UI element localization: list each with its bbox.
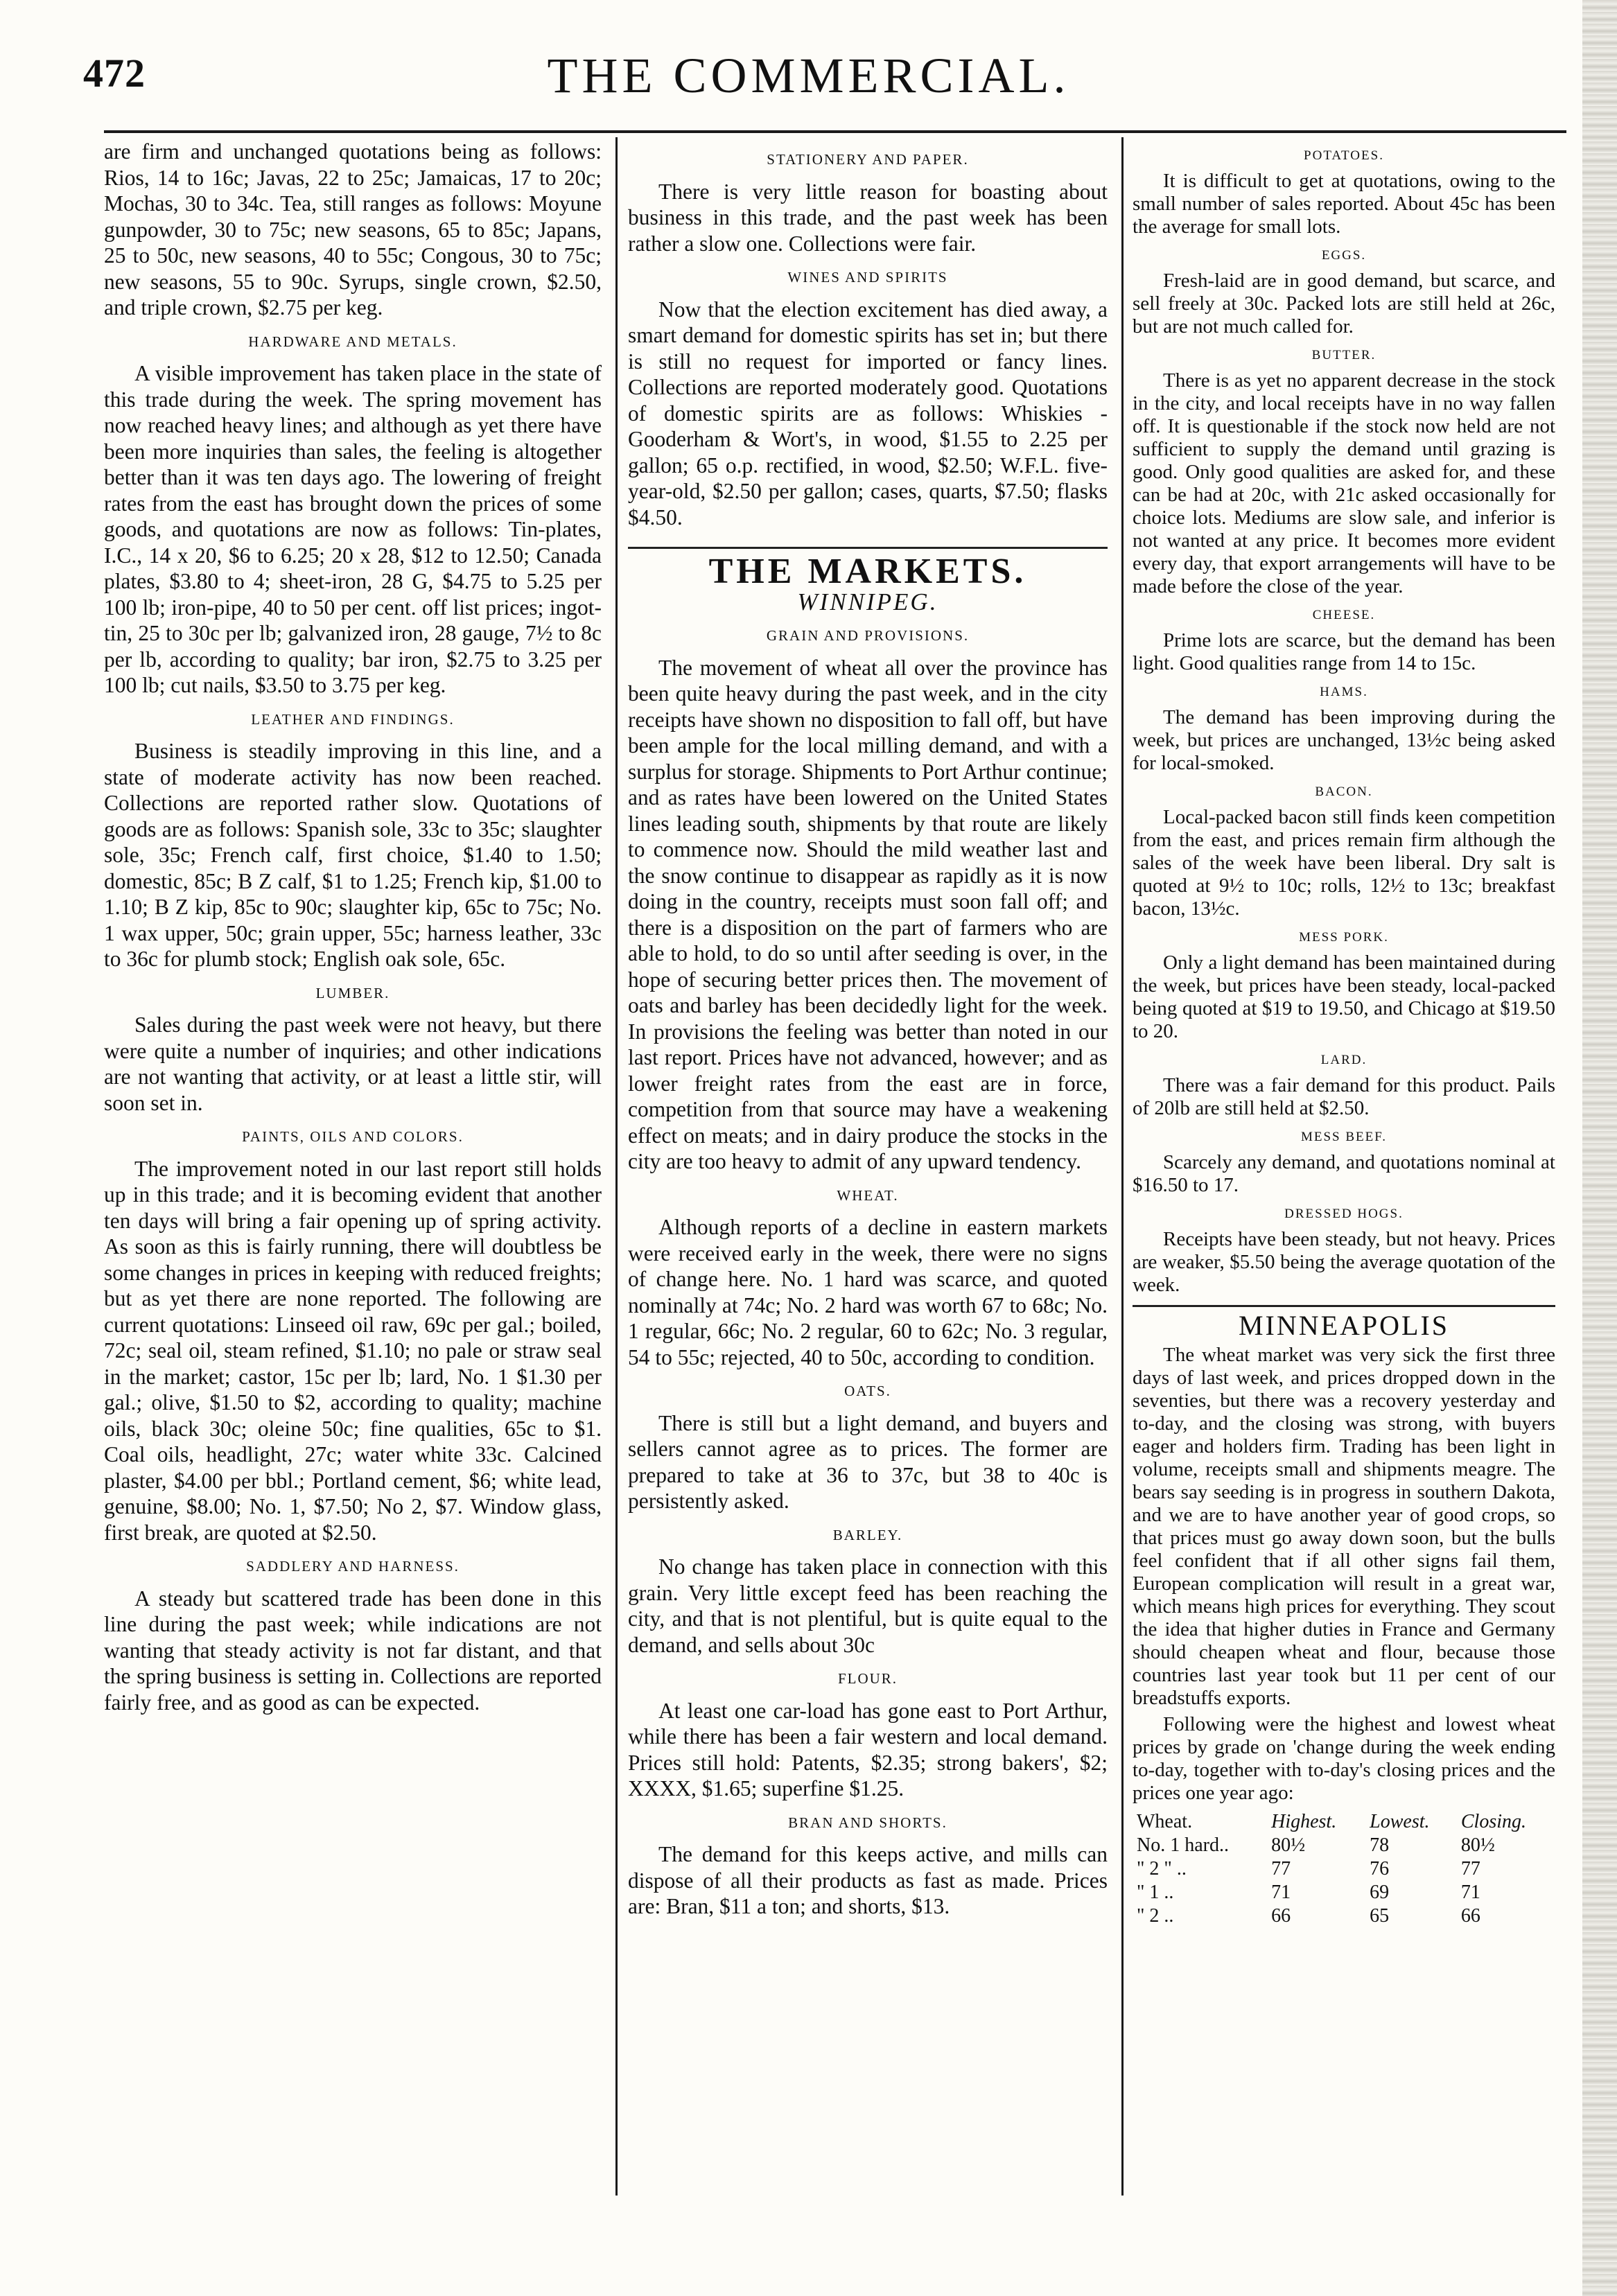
table-row (1133, 1904, 1555, 1928)
minneapolis-paragraph: The wheat market was very sick the first three days of last week, and prices dropped down in the seventies, but there was a recovery yesterday and to-day, and the closing was strong, with buyers eager and holders firm. Trading has been light in volume, receipts small and shipments meagre. The bears say seeding is in progress in southern Dakota, and we are to have another year of good crops, so that prices must go away down soon, but the bulls feel confident that if all other signs fail them, European complication will result in a great war, which means high prices for everything. They scout the idea that higher duties in France and Germany should cheapen wheat and flour, because those countries last year took but 11 per cent of our breadstuffs exports. (1133, 1344, 1555, 1709)
potatoes-heading: POTATOES. (1304, 148, 1384, 163)
table-cell: " 1 .. (1137, 1882, 1174, 1903)
bacon-heading: BACON. (1315, 785, 1373, 799)
column-1 (104, 139, 602, 1719)
following-paragraph: Following were the highest and lowest wheat prices by grade on 'change during the week ending to-day, together with to-day's closing prices and the prices one year ago: (1133, 1713, 1555, 1804)
table-cell: 71 (1460, 1882, 1480, 1903)
column-2 (628, 139, 1108, 1923)
column-divider-1 (615, 137, 618, 2196)
table-cell: 76 (1370, 1858, 1390, 1879)
table-cell: 80½ (1271, 1834, 1306, 1856)
cheese-heading: CHEESE. (1312, 608, 1376, 622)
header-rule (104, 130, 1566, 133)
lard-paragraph: There was a fair demand for this product. Pails of 20lb are still held at $2.50. (1133, 1074, 1555, 1119)
bran-heading: BRAN AND SHORTS. (788, 1814, 947, 1831)
wheat-prices-table (1133, 1810, 1555, 1928)
markets-title: THE MARKETS. (628, 547, 1108, 585)
butter-heading: BUTTER. (1311, 348, 1376, 362)
leather-heading: LEATHER AND FINDINGS. (251, 710, 455, 728)
barley-paragraph: No change has taken place in connection with this grain. Very little except feed has been reaching the city, and that is not plentiful, but is quite equal to the demand, and sells about 30c (628, 1554, 1108, 1657)
saddlery-heading: SADDLERY AND HARNESS. (246, 1558, 460, 1575)
table-cell: 77 (1460, 1858, 1480, 1879)
flour-paragraph: At least one car-load has gone east to Port Arthur, while there has been a fair western and local demand. Prices still hold: Patents, $2.35; strong bakers', $2; XXXX, $1.65; superfine $1.25. (628, 1698, 1108, 1800)
minneapolis-heading: MINNEAPOLIS (1133, 1305, 1555, 1337)
hams-paragraph: The demand has been improving during the week, but prices are unchanged, 13½c being asked for local-smoked. (1133, 706, 1555, 774)
publication-title: THE COMMERCIAL. (547, 48, 1070, 103)
saddlery-paragraph: A steady but scattered trade has been done in this line during the past week; while indications are not wanting that steady activity is not far distant, and that the spring business is setting in. Collections are reported fairly free, and as good as can be expected. (104, 1586, 602, 1715)
wines-paragraph: Now that the election excitement has died away, a smart demand for domestic spirits has set in; but there is still no request for imported or fancy lines. Collections are reported moderately good. Quotations of domestic spirits are as follows: Whiskies -Gooderham & Wort's, in wood, $1.55 to 2.25 per gallon; 65 o.p. rectified, in wood, $2.50; W.F.L. five-year-old, $2.50 per gallon; cases, quarts, $7.50; flasks $4.50. (628, 297, 1108, 529)
table-cell: 65 (1370, 1905, 1390, 1927)
table-row (1133, 1834, 1555, 1857)
highest-column-header: Highest. (1271, 1811, 1337, 1832)
page-number: 472 (83, 51, 146, 96)
table-cell: No. 1 hard.. (1137, 1834, 1229, 1856)
eggs-heading: EGGS. (1321, 248, 1367, 263)
oats-paragraph: There is still but a light demand, and buyers and sellers cannot agree as to prices. The former are prepared to take at 36 to 37c, but 38 to 40c is persistently asked. (628, 1410, 1108, 1513)
table-cell: 80½ (1460, 1834, 1495, 1856)
potatoes-paragraph: It is difficult to get at quotations, owing to the small number of sales reported. About 45c has been the average for small lots. (1133, 170, 1555, 238)
table-cell: 66 (1460, 1905, 1480, 1927)
grain-heading: GRAIN AND PROVISIONS. (766, 627, 970, 644)
winnipeg-heading: WINNIPEG. (797, 588, 938, 615)
wheat-table-header-row (1133, 1810, 1555, 1834)
wheat-paragraph: Although reports of a decline in eastern markets were received early in the week, there were no signs of change here. No. 1 hard was scarce, and quoted nominally at 74c; No. 2 hard was worth 67 to 68c; No. 1 regular, 66c; No. 2 regular, 60 to 62c; No. 3 regular, 54 to 55c; rejected, 40 to 50c, according to condition. (628, 1215, 1108, 1369)
wheat-heading: WHEAT. (837, 1186, 899, 1204)
page-binding-edge (1582, 0, 1617, 2296)
mess-beef-paragraph: Scarcely any demand, and quotations nominal at $16.50 to 17. (1133, 1151, 1555, 1196)
lumber-paragraph: Sales during the past week were not heavy, but there were quite a number of inquiries; and other indications are not wanting that activity, or at least a little stir, will soon set in. (104, 1013, 602, 1115)
mess-beef-heading: MESS BEEF. (1300, 1130, 1388, 1144)
butter-paragraph: There is as yet no apparent decrease in the stock in the city, and local receipts have in no way fallen off. It is questionable if the stock now held are not sufficient to supply the demand until grazing is good. Only good qualities are asked for, and these can be had at 20c, with 21c asked occasionally for choice lots. Mediums are slow sale, and inferior is not wanted at any price. It becomes more evident every day, that export arrangements will have to be made before the close of the year. (1133, 369, 1555, 597)
column-divider-2 (1121, 137, 1124, 2196)
leather-paragraph: Business is steadily improving in this line, and a state of moderate activity has now been reached. Collections are reported rather slow. Quotations of goods are as follows: Spanish sole, 33c to 35c; slaughter sole, 35c; French calf, first choice, $1.40 to 1.50; domestic, 85c; B Z calf, $1 to 1.25; French kip, $1.00 to 1.10; B Z kip, 85c to 90c; slaughter kip, 65c to 75c; No. 1 wax upper, 50c; grain upper, 55c; harness leather, 33c to 36c for plumb stock; English oak sole, 65c. (104, 739, 602, 971)
stationery-heading: STATIONERY AND PAPER. (767, 151, 969, 168)
table-cell: 77 (1271, 1858, 1291, 1879)
column-3 (1133, 139, 1555, 1928)
lard-heading: LARD. (1320, 1053, 1367, 1067)
barley-heading: BARLEY. (832, 1526, 903, 1543)
table-cell: 71 (1271, 1882, 1291, 1903)
wheat-column-header: Wheat. (1137, 1811, 1193, 1832)
closing-column-header: Closing. (1460, 1811, 1526, 1832)
table-cell: 78 (1370, 1834, 1390, 1856)
mess-pork-heading: MESS PORK. (1299, 930, 1389, 945)
wines-heading: WINES AND SPIRITS (787, 269, 948, 286)
dressed-hogs-paragraph: Receipts have been steady, but not heavy. Prices are weaker, $5.50 being the average quotation of the week. (1133, 1228, 1555, 1296)
stationery-paragraph: There is very little reason for boasting about business in this trade, and the past week has been rather a slow one. Collections were fair. (628, 179, 1108, 256)
hams-heading: HAMS. (1320, 685, 1368, 699)
dressed-hogs-heading: DRESSED HOGS. (1284, 1207, 1404, 1221)
hardware-paragraph: A visible improvement has taken place in the state of this trade during the week. The spring movement has now reached heavy lines; and although as yet there have been more inquiries than sales, the feeling is altogether better than it was ten days ago. The lowering of freight rates from the east has brought down the prices of some goods, and quotations are now as follows: Tin-plates, I.C., 14 x 20, $6 to 6.25; 20 x 28, $12 to 12.50; Canada plates, $3.80 to 4; sheet-iron, 28 G, $4.75 to 5.25 per 100 lb; iron-pipe, 40 to 50 per cent. off list prices; ingot-tin, 25 to 30c per lb; galvanized iron, 28 gauge, 7½ to 8c per lb, according to quality; bar iron, $2.75 to 3.25 per 100 lb; cut nails, $3.50 to 3.75 per keg. (104, 361, 602, 697)
mess-pork-paragraph: Only a light demand has been maintained during the week, but prices have been steady, local-packed being quoted at $19 to 19.50, and Chicago at $19.50 to 20. (1133, 952, 1555, 1042)
hardware-heading: HARDWARE AND METALS. (248, 333, 457, 350)
coffee-tea-paragraph: are firm and unchanged quotations being as follows: Rios, 14 to 16c; Javas, 22 to 25c; Jamaicas, 17 to 20c; Mochas, 30 to 34c. Tea, still ranges as follows: Moyune gunpowder, 30 to 75c; new seasons, 65 to 85c; Japans, 25 to 50c, new seasons, 40 to 55c; Congous, 30 to 75c; new seasons, 55 to 90c. Syrups, single crown, $2.50, and triple crown, $2.75 per keg. (104, 139, 602, 319)
bran-paragraph: The demand for this keeps active, and mills can dispose of all their products as fast as made. Prices are: Bran, $11 a ton; and shorts, $13. (628, 1842, 1108, 1918)
grain-paragraph: The movement of wheat all over the province has been quite heavy during the past week, and in the city receipts have shown no disposition to fall off, but have been ample for the local milling demand, and with a surplus for storage. Shipments to Port Arthur continue; and as rates have been lowered on the United States lines leading south, shipments by that route are likely to commence now. Should the mild weather last and the snow continue to disappear as rapidly as it is now doing in the country, receipts must soon fall off; and there is a disposition on the part of farmers who are able to hold, to do so until after seeding is over, in the hope of securing better prices then. The movement of oats and barley has been decidedly light for the week. In provisions the feeling was better than noted in our last report. Prices have not advanced, however; and as lower freight rates from the east are in force, competition from that source may have a weakening effect on meats; and in dairy produce the stocks in the city are too heavy to admit of any upward tendency. (628, 655, 1108, 1173)
table-cell: " 2 " .. (1137, 1858, 1187, 1879)
bacon-paragraph: Local-packed bacon still finds keen competition from the east, and prices remain firm although the sales of the week have been liberal. Dry salt is quoted at 9½ to 10c; rolls, 12½ to 13c; breakfast bacon, 13½c. (1133, 806, 1555, 920)
lumber-heading: LUMBER. (315, 984, 390, 1001)
lowest-column-header: Lowest. (1370, 1811, 1430, 1832)
eggs-paragraph: Fresh-laid are in good demand, but scarce, and sell freely at 30c. Packed lots are still held at 26c, but are not much called for. (1133, 270, 1555, 338)
table-cell: 66 (1271, 1905, 1291, 1927)
page-header (0, 0, 1617, 139)
paints-paragraph: The improvement noted in our last report still holds up in this trade; and it is becoming evident that another ten days will bring a fair opening up of spring activity. As soon as this is fairly running, there will doubtless be some changes in prices in keeping with reduced freights; but as yet there are none reported. The following are current quotations: Linseed oil raw, 69c per gal.; boiled, 72c; seal oil, steam refined, $1.10; no pale or straw seal in the market; castor, 15c per lb; lard, No. 1 $1.30 per gal.; olive, $1.50 to $2, according to quality; machine oils, black 30c; oleine 50c; fine qualities, 65c to $1. Coal oils, headlight, 27c; water white 33c. Calcined plaster, $4.00 per bbl.; Portland cement, $6; white lead, genuine, $8.00; No. 1, $7.50; No 2, $7. Window glass, first break, are quoted at $2.50. (104, 1156, 602, 1545)
paints-heading: PAINTS, OILS AND COLORS. (242, 1128, 464, 1145)
oats-heading: OATS. (844, 1383, 891, 1399)
table-row (1133, 1881, 1555, 1904)
table-row (1133, 1857, 1555, 1881)
cheese-paragraph: Prime lots are scarce, but the demand has been light. Good qualities range from 14 to 15c. (1133, 629, 1555, 674)
table-cell: " 2 .. (1137, 1905, 1174, 1927)
table-cell: 69 (1370, 1882, 1390, 1903)
flour-heading: FLOUR. (837, 1670, 898, 1687)
